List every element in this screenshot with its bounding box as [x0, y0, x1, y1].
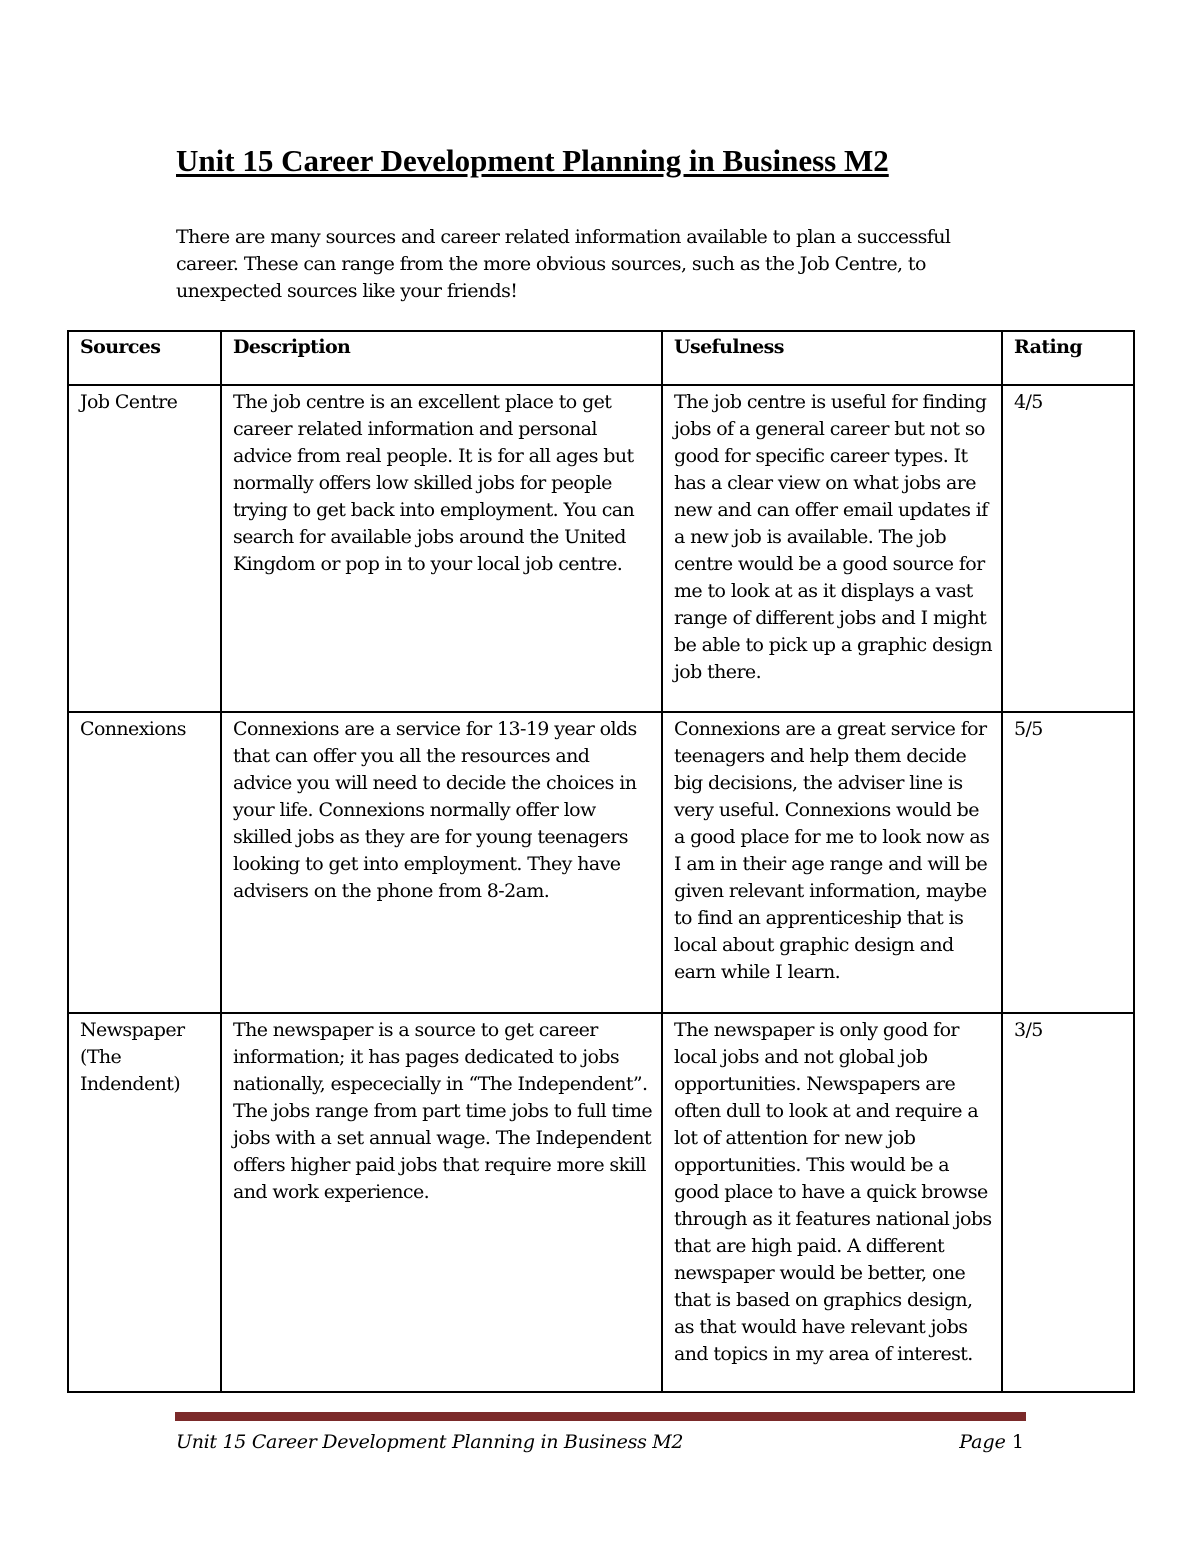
table-header-row	[68, 331, 1134, 385]
footer-page-label: Page	[959, 1431, 1006, 1453]
sources-table	[67, 330, 1135, 1393]
header-rating: Rating	[1002, 331, 1134, 385]
footer-page-number	[959, 1428, 1024, 1456]
footer-page-value: 1	[1011, 1431, 1024, 1453]
table-row	[68, 1013, 1134, 1392]
cell-rating: 5/5	[1002, 712, 1134, 1013]
cell-usefulness: Connexions are a great service for teenagers and help them decide big decisions, the adviser line is very useful. Connexions would be a good place for me to look now as I am in their age range and will be given relevant information, maybe to find an apprenticeship that is local about graphic design and earn while I learn.	[662, 712, 1002, 1013]
header-sources: Sources	[68, 331, 221, 385]
cell-source: Connexions	[68, 712, 221, 1013]
cell-rating: 3/5	[1002, 1013, 1134, 1392]
document-title: Unit 15 Career Development Planning in Business M2	[176, 143, 889, 178]
table-row	[68, 385, 1134, 712]
header-description: Description	[221, 331, 662, 385]
cell-description: The job centre is an excellent place to get career related information and personal advice from real people. It is for all ages but normally offers low skilled jobs for people trying to get back into employment. You can search for available jobs around the United Kingdom or pop in to your local job centre.	[221, 385, 662, 712]
header-usefulness: Usefulness	[662, 331, 1002, 385]
cell-usefulness: The job centre is useful for finding jobs of a general career but not so good for specific career types. It has a clear view on what jobs are new and can offer email updates if a new job is available. The job centre would be a good source for me to look at as it displays a vast range of different jobs and I might be able to pick up a graphic design job there.	[662, 385, 1002, 712]
footer-title: Unit 15 Career Development Planning in Business M2	[176, 1431, 684, 1453]
cell-description: The newspaper is a source to get career information; it has pages dedicated to jobs nationally, espececially in “The Independent”. The jobs range from part time jobs to full time jobs with a set annual wage. The Independent offers higher paid jobs that require more skill and work experience.	[221, 1013, 662, 1392]
cell-description: Connexions are a service for 13-19 year olds that can offer you all the resources and advice you will need to decide the choices in your life. Connexions normally offer low skilled jobs as they are for young teenagers looking to get into employment. They have advisers on the phone from 8-2am.	[221, 712, 662, 1013]
cell-rating: 4/5	[1002, 385, 1134, 712]
footer-divider	[175, 1412, 1026, 1421]
cell-source: Newspaper (The Indendent)	[68, 1013, 221, 1392]
intro-paragraph: There are many sources and career related information available to plan a successful career. These can range from the more obvious sources, such as the Job Centre, to unexpected sources like your friends!	[176, 226, 951, 302]
cell-source: Job Centre	[68, 385, 221, 712]
table-row	[68, 712, 1134, 1013]
cell-usefulness: The newspaper is only good for local jobs and not global job opportunities. Newspapers are often dull to look at and require a lot of attention for new job opportunities. This would be a good place to have a quick browse through as it features national jobs that are high paid. A different newspaper would be better, one that is based on graphics design, as that would have relevant jobs and topics in my area of interest.	[662, 1013, 1002, 1392]
